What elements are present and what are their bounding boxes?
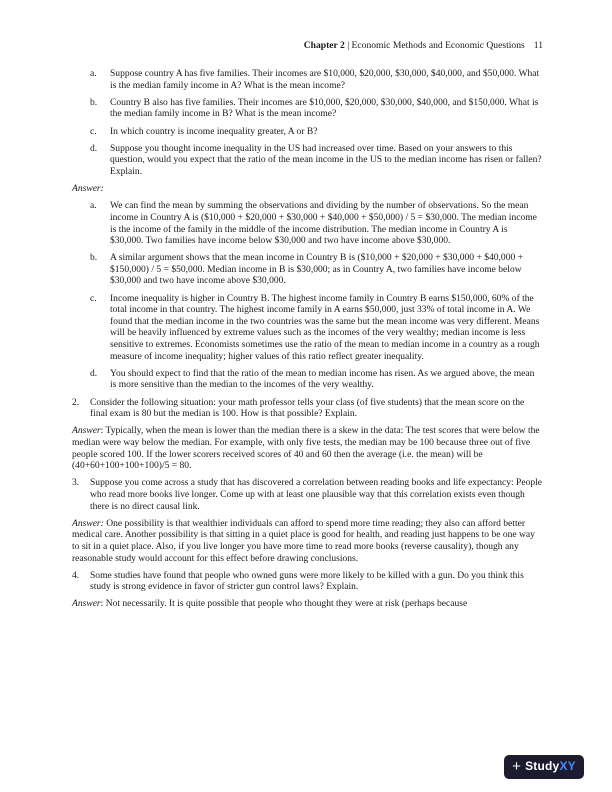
answer-text: One possibility is that wealthier individuals can afford to spend more time reading; they also can afford better medical care. Another possibility is that sitting in a quiet place is good for health, and reading just happens to be one way to sit in a quiet place. Also, if you live longer you have more time to read more books (reverse causality), though any reasonable study would account for this effect before drawing conclusions. <box>72 517 535 564</box>
page-body <box>72 68 542 616</box>
question-2 <box>72 397 542 420</box>
answer-text: : Not necessarily. It is quite possible that people who thought they were at risk (perhaps because <box>100 598 468 610</box>
answer-3 <box>72 518 542 564</box>
chapter-label: Chapter 2 <box>303 40 345 51</box>
list-marker: c. <box>90 125 97 137</box>
answer-text: You should expect to find that the ratio of the mean to median income has risen. As we argued above, the mean is more sensitive than the median to the incomes of the very wealthy. <box>110 367 535 391</box>
list-marker: d. <box>90 367 98 379</box>
question-text: Some studies have found that people who owned guns were more likely to be killed with a gun. Do you think this study is strong evidence in favor of stricter gun control laws? Explain. <box>90 569 524 593</box>
question-1d <box>72 143 542 178</box>
answer-label: Answer: <box>72 183 104 195</box>
chapter-title: Economic Methods and Economic Questions <box>351 40 525 51</box>
answer-text: We can find the mean by summing the observations and dividing by the number of observations. So the mean income in Country A is ($10,000 + $20,000 + $30,000 + $40,000 + $50,000) / 5 = $30,000. The median income is the income of the family in the middle of the income distribution. The median income in Country A is $30,000. Two families have income below $30,000 and two have income above $30,000. <box>110 200 537 247</box>
list-marker: 4. <box>72 569 80 581</box>
answer-text: A similar argument shows that the mean income in Country B is ($10,000 + $20,000 + $30,000 + $40,000 + $150,000) / 5 = $50,000. Median income in B is $30,000; as in Country A, two families have income below $30,000 and two have income above $30,000. <box>110 252 524 287</box>
list-marker: b. <box>90 252 98 264</box>
answer-2 <box>72 425 542 471</box>
brand-main: Study <box>525 759 560 774</box>
plus-icon: + <box>512 758 522 776</box>
answer-1d <box>72 368 542 391</box>
list-marker: 2. <box>72 396 80 408</box>
list-marker: a. <box>90 200 97 212</box>
question-4 <box>72 570 542 593</box>
answer-text: : Typically, when the mean is lower than the median there is a skew in the data: The test scores that were below the median were way below the median. For example, with only five tests, the median may be 100 because three out of five people scored 100. If the lower scorers received scores of 40 and 60 then the average (i.e. the mean) will be (40+60+100+100+100)/5 = 80. <box>72 425 540 472</box>
question-text: In which country is income inequality greater, A or B? <box>110 125 318 137</box>
answer-1b <box>72 252 542 287</box>
answer-text: Income inequality is higher in Country B. The highest income family in Country B earns $150,000, 60% of the total income in that country. The highest income family in A earns $50,000, just 33% of total income in A. We found that the median income in the two countries was the same but the mean income was very different. Means will be heavily influenced by extreme values such as the incomes of the very wealthy; median income is less sensitive to extremes. Economists sometimes use the ratio of the mean to median income in a country as a rough measure of income inequality; higher values of this ratio reflect greater inequality. <box>110 292 540 362</box>
question-1c <box>72 126 542 138</box>
answer-1a <box>72 200 542 246</box>
list-marker: d. <box>90 142 98 154</box>
question-text: Country B also has five families. Their incomes are $10,000, $20,000, $30,000, $40,000, and $150,000. What is the median family income in B? What is the mean income? <box>110 96 539 120</box>
answer-4 <box>72 598 542 610</box>
list-marker: 3. <box>72 477 80 489</box>
question-text: Consider the following situation: your math professor tells your class (of five students) that the mean score on the final exam is 80 but the median is 100. How is that possible? Explain. <box>90 396 525 420</box>
page-number: 11 <box>533 40 543 51</box>
answer-label: Answer <box>72 598 101 610</box>
list-marker: a. <box>90 68 97 79</box>
list-marker: c. <box>90 292 97 304</box>
question-3 <box>72 477 542 512</box>
question-1b <box>72 97 542 120</box>
running-header <box>304 40 543 52</box>
question-text: Suppose you come across a study that has discovered a correlation between reading books and life expectancy: People who read more books live longer. Come up with at least one plausible way that this correlation exists even though there is no direct causal link. <box>90 477 543 512</box>
brand-accent: XY <box>559 759 576 774</box>
question-1a <box>72 68 542 91</box>
studyxy-logo[interactable] <box>504 755 584 779</box>
question-text: Suppose you thought income inequality in the US had increased over time. Based on your answers to this question, would you expect that the ratio of the mean income in the US to the median income has risen or fallen? Explain. <box>110 142 542 177</box>
header-separator: | <box>344 40 352 51</box>
answer-label: Answer: <box>72 517 104 529</box>
question-text: Suppose country A has five families. Their incomes are $10,000, $20,000, $30,000, $40,000, and $50,000. What is the median family income in A? What is the mean income? <box>110 68 540 91</box>
list-marker: b. <box>90 96 98 108</box>
answer-1c <box>72 293 542 363</box>
answer-label: Answer <box>72 425 101 437</box>
